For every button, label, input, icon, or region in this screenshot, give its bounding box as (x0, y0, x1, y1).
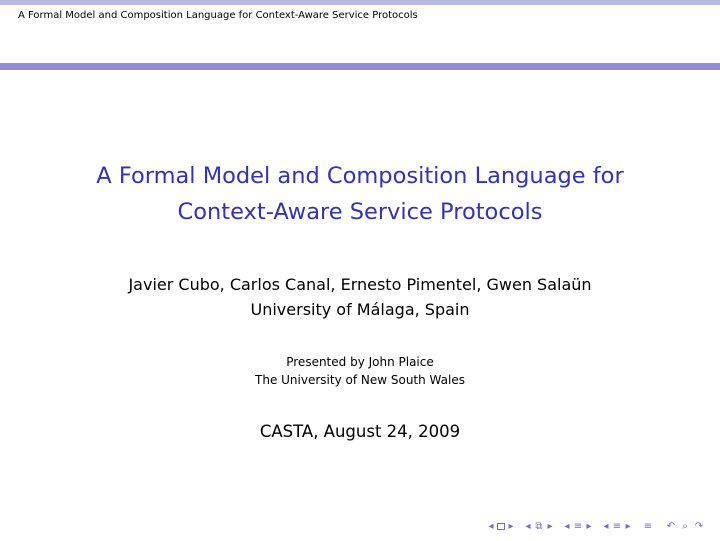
next-arrow-icon[interactable]: ▸ (586, 520, 592, 532)
presenter-affiliation: The University of New South Wales (255, 373, 465, 387)
section-nav[interactable] (563, 521, 593, 532)
author-affiliation: University of Málaga, Spain (250, 300, 470, 319)
align-nav[interactable] (641, 521, 655, 532)
event-date: CASTA, August 24, 2009 (259, 422, 461, 441)
back-icon[interactable]: ↶ (666, 520, 676, 532)
top-accent-bar (0, 0, 720, 5)
beamer-navigation-bar (478, 519, 706, 533)
prev-arrow-icon[interactable]: ◂ (525, 520, 531, 532)
author-names: Javier Cubo, Carlos Canal, Ernesto Pimentel, Gwen Salaün (128, 275, 592, 294)
search-nav[interactable] (664, 521, 706, 532)
title-line-2: Context-Aware Service Protocols (177, 199, 543, 225)
presentation-title (0, 158, 720, 230)
next-arrow-icon[interactable]: ▸ (547, 520, 553, 532)
prev-arrow-icon[interactable]: ◂ (564, 520, 570, 532)
running-title: A Formal Model and Composition Language for Context-Aware Service Protocols (18, 10, 418, 21)
slide-nav[interactable] (602, 521, 632, 532)
next-arrow-icon[interactable]: ▸ (508, 520, 514, 532)
forward-icon[interactable]: ↷ (694, 520, 704, 532)
presenter-block (0, 353, 720, 389)
frame-icon (497, 523, 505, 530)
frame-nav[interactable] (487, 521, 515, 532)
header-rule (0, 63, 720, 70)
prev-arrow-icon[interactable]: ◂ (488, 520, 494, 532)
title-line-1: A Formal Model and Composition Language for (96, 163, 624, 189)
subsection-nav[interactable] (524, 521, 554, 532)
next-arrow-icon[interactable]: ▸ (625, 520, 631, 532)
author-block (0, 272, 720, 322)
search-icon[interactable]: ⌕ (682, 520, 688, 532)
presenter-name: Presented by John Plaice (286, 355, 434, 369)
subsection-icon: ⧉ (535, 520, 543, 532)
section-icon: ≡ (573, 520, 583, 532)
prev-arrow-icon[interactable]: ◂ (603, 520, 609, 532)
align-icon[interactable]: ≡ (643, 520, 653, 532)
slide-icon: ≡ (612, 520, 622, 532)
